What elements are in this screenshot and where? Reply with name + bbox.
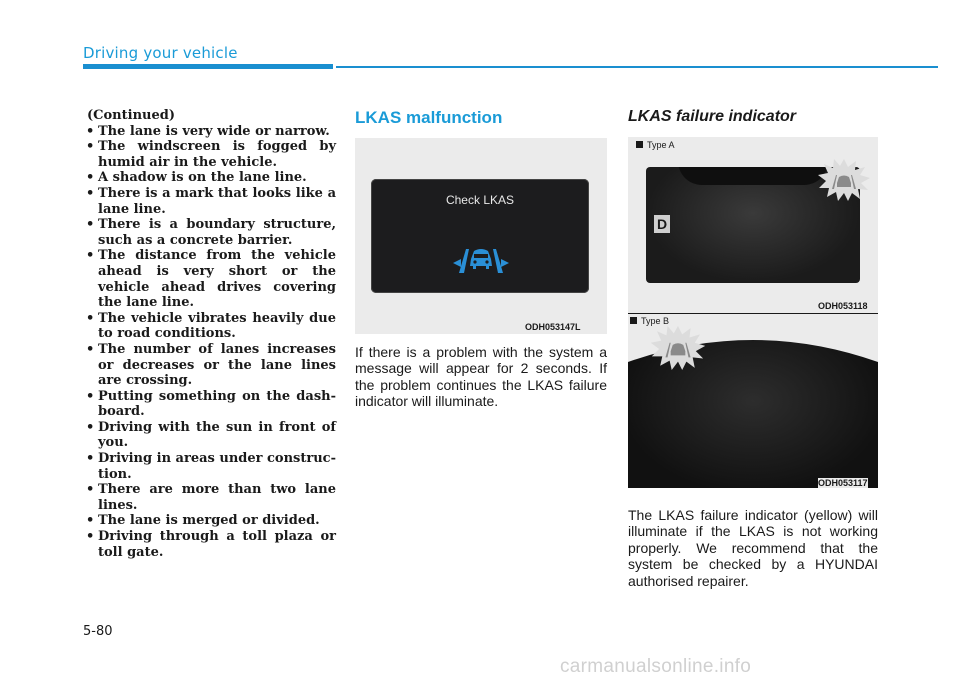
list-item: • The lane is very wide or narrow. [86,123,330,139]
list-item: • There are more than two lane lines. [86,482,336,513]
figure-code: ODH053147L [525,322,581,332]
failure-indicator-description: The LKAS failure indicator (yellow) will illuminate if the LKAS is not working properly. We recommend that the system be checked by a HYUNDAI authorised repairer. [628,507,878,589]
list-item: • There is a mark that looks like a lane line. [86,185,336,217]
list-item: • The vehicle vibrates heavily due to road conditions. [86,310,336,342]
figure-code: ODH053117 [818,478,868,488]
list-item: • There is a boundary structure, such as a concrete barrier. [86,217,336,248]
figure-code: ODH053118 [818,301,868,311]
list-item: • The lane is merged or divided. [86,513,320,529]
malfunction-description: If there is a problem with the system a message will appear for 2 seconds. If the problem continues the LKAS failure indicator will illuminate. [355,344,607,410]
lkas-failure-indicator-icon [818,159,870,201]
check-lkas-message: Check LKAS [445,193,515,207]
list-item: • Driving with the sun in front of you. [86,419,336,451]
square-bullet-icon [630,317,637,324]
list-item: • The number of lanes increases or decreases or the lane lines are crossing. [86,341,336,389]
type-a-figure [628,137,878,313]
lkas-icon [453,237,509,275]
header-accent-bar [83,64,333,69]
watermark: carmanualsonline.info [560,656,752,677]
square-bullet-icon [636,141,643,148]
list-item: • The windscreen is fogged by humid air in the vehicle. [86,139,336,170]
gear-indicator: D [654,215,670,233]
list-item: • Putting something on the dash-board. [86,388,336,420]
cluster-display [371,179,589,293]
header-rule [336,66,938,68]
continued-label: (Continued) [87,108,175,123]
lkas-malfunction-heading: LKAS malfunction [355,108,503,127]
list-item: • A shadow is on the lane line. [86,170,307,186]
list-item: • Driving through a toll plaza or toll gate. [86,529,336,560]
list-item: • The distance from the vehicle ahead is very short or the vehicle ahead drives covering the lane line. [86,248,336,311]
type-b-figure [628,314,878,488]
lkas-failure-indicator-icon [650,326,706,370]
list-item: • Driving in areas under construc-tion. [86,451,336,482]
check-lkas-figure [355,138,607,334]
section-header-title: Driving your vehicle [83,44,238,62]
page-number: 5-80 [83,624,113,639]
type-b-label: Type B [630,316,669,326]
condition-list [82,124,336,561]
type-a-label: Type A [636,140,675,150]
left-column [82,108,336,560]
lkas-failure-indicator-heading: LKAS failure indicator [628,108,797,125]
